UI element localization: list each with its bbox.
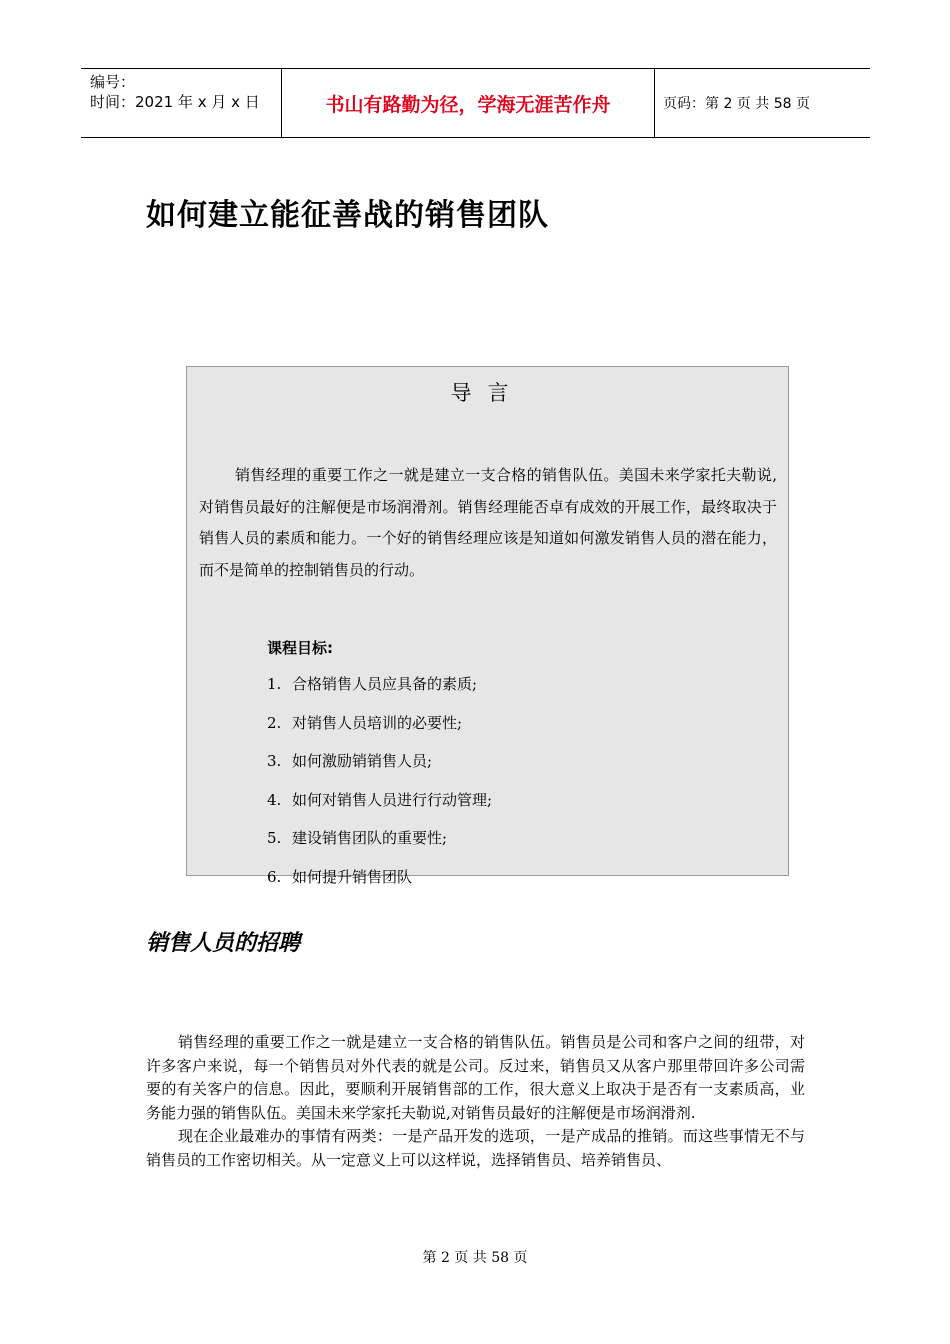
goal-number: 3.	[267, 752, 282, 770]
intro-paragraph: 销售经理的重要工作之一就是建立一支合格的销售队伍。美国未来学家托夫勒说,对销售员最好的注解便是市场润滑剂。销售经理能否卓有成效的开展工作，最终取决于销售人员的素质和能力。一个好的销售经理应该是知道如何激发销售人员的潜在能力，而不是简单的控制销售员的行动。	[199, 466, 777, 579]
goal-item	[267, 866, 492, 905]
body-paragraph: 销售经理的重要工作之一就是建立一支合格的销售队伍。销售员是公司和客户之间的纽带，对许多客户来说，每一个销售员对外代表的就是公司。反过来，销售员又从客户那里带回许多公司需要的有关客户的信息。因此，要顺利开展销售部的工作，很大意义上取决于是否有一支素质高，业务能力强的销售队伍。美国未来学家托夫勒说,对销售员最好的注解便是市场润滑剂.	[146, 1033, 805, 1122]
section-heading: 销售人员的招聘	[146, 930, 301, 956]
motto-text: 书山有路勤为径，学海无涯苦作舟	[325, 93, 611, 116]
goal-item	[267, 827, 492, 866]
goal-item	[267, 712, 492, 751]
goal-text: 如何激励销销售人员;	[292, 752, 433, 770]
goals-list	[267, 673, 492, 904]
goal-text: 对销售人员培训的必要性;	[292, 713, 463, 732]
goal-text: 如何对销售人员进行行动管理;	[292, 790, 493, 809]
page-code: 页码：第 2 页 共 58 页	[663, 96, 810, 112]
number-label: 编号：	[90, 73, 136, 91]
date-label: 时间：2021 年 x 月 x 日	[90, 93, 260, 111]
goal-item	[267, 673, 492, 712]
goal-number: 2.	[267, 713, 282, 732]
goal-text: 合格销售人员应具备的素质;	[292, 675, 478, 693]
body-text	[146, 1031, 805, 1172]
page-footer: 第 2 页 共 58 页	[422, 1250, 528, 1266]
body-paragraph: 现在企业最难办的事情有两类：一是产品开发的选项，一是产成品的推销。而这些事情无不与销售员的工作密切相关。从一定意义上可以这样说，选择销售员、培养销售员、	[146, 1127, 805, 1169]
goal-text: 如何提升销售团队	[292, 867, 413, 886]
goals-heading: 课程目标:	[267, 639, 333, 657]
goal-number: 5.	[267, 829, 282, 847]
goal-item	[267, 750, 492, 789]
document-title: 如何建立能征善战的销售团队	[146, 198, 549, 233]
header-motto-cell	[281, 69, 655, 137]
goal-text: 建设销售团队的重要性;	[292, 829, 448, 847]
header-page-cell	[655, 69, 870, 137]
goal-item	[267, 789, 492, 828]
header-info-cell	[81, 69, 281, 137]
intro-box	[186, 366, 789, 886]
goal-number: 4.	[267, 790, 282, 809]
intro-title: 导言	[450, 381, 525, 405]
header-table	[81, 68, 870, 138]
goal-number: 1.	[267, 675, 282, 693]
goal-number: 6.	[267, 867, 282, 886]
